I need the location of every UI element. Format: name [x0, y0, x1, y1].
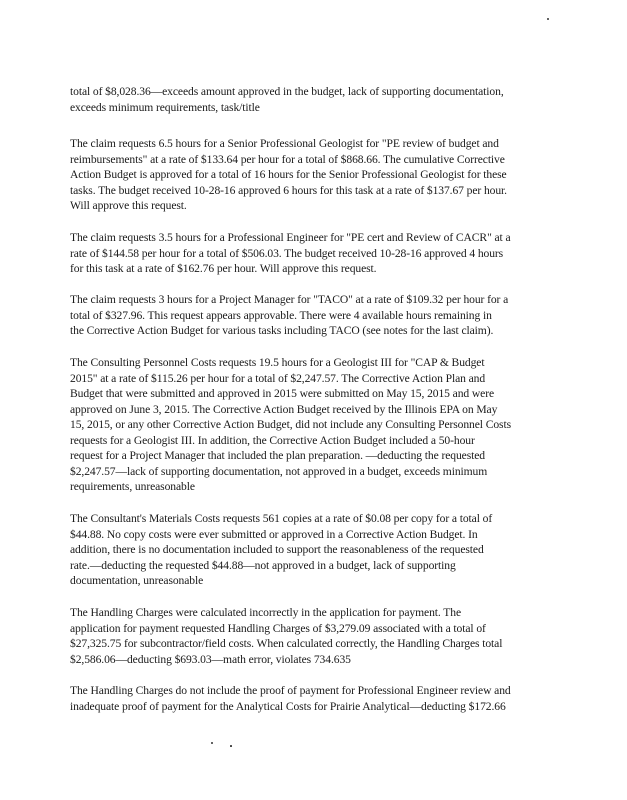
- text-line: $2,247.57—lack of supporting documentation, not approved in a budget, exceeds minimum: [70, 464, 488, 478]
- text-line: inadequate proof of payment for the Analytical Costs for Prairie Analytical—deducting $172.66: [70, 699, 506, 713]
- text-line: The Consulting Personnel Costs requests 19.5 hours for a Geologist III for "CAP & Budget: [70, 356, 485, 369]
- text-line: The Handling Charges do not include the proof of payment for Professional Engineer review and: [70, 684, 511, 697]
- text-line: reimbursements" at a rate of $133.64 per hour for a total of $868.66. The cumulative Corrective: [70, 152, 505, 166]
- text-line: 2015" at a rate of $115.26 per hour for a total of $2,247.57. The Corrective Action Plan and: [70, 371, 486, 385]
- text-line: request for a Project Manager that included the plan preparation. —deducting the requested: [70, 449, 485, 462]
- paragraph-p6: [70, 511, 570, 589]
- text-line: Will approve this request.: [70, 199, 187, 212]
- text-line: for this task at a rate of $162.76 per hour. Will approve this request.: [70, 262, 377, 275]
- paragraph-p7: [70, 605, 570, 667]
- text-line: The claim requests 3.5 hours for a Professional Engineer for "PE cert and Review of CACR" at a: [70, 231, 511, 244]
- paragraph-p1: [70, 84, 570, 115]
- text-line: documentation, unreasonable: [70, 574, 204, 587]
- paragraph-p2: [70, 136, 570, 214]
- text-line: exceeds minimum requirements, task/title: [70, 100, 260, 114]
- text-line: The claim requests 3 hours for a Project Manager for "TACO" at a rate of $109.32 per hour for a: [70, 293, 509, 306]
- paragraph-p8: [70, 683, 570, 714]
- text-line: rate of $144.58 per hour for a total of $506.03. The budget received 10-28-16 approved 4 hours: [70, 246, 504, 260]
- paragraph-p3: [70, 230, 570, 277]
- text-line: the Corrective Action Budget for various tasks including TACO (see notes for the last claim).: [70, 324, 494, 337]
- paragraph-p4: [70, 292, 570, 339]
- text-line: application for payment requested Handling Charges of $3,279.09 associated with a total of: [70, 621, 486, 635]
- scan-speck: [547, 18, 549, 20]
- text-line: addition, there is no documentation included to support the reasonableness of the requested: [70, 543, 484, 556]
- text-line: The claim requests 6.5 hours for a Senior Professional Geologist for "PE review of budget and: [70, 137, 499, 150]
- text-line: $44.88. No copy costs were ever submitted or approved in a Corrective Action Budget. In: [70, 527, 478, 541]
- scan-speck: [211, 742, 213, 744]
- text-line: requirements, unreasonable: [70, 480, 195, 493]
- text-line: rate.—deducting the requested $44.88—not approved in a budget, lack of supporting: [70, 558, 456, 572]
- text-line: $2,586.06—deducting $693.03—math error, violates 734.635: [70, 652, 351, 666]
- text-line: approved on June 3, 2015. The Corrective Action Budget received by the Illinois EPA on May: [70, 402, 498, 416]
- text-line: Budget that were submitted and approved in 2015 were submitted on May 15, 2015 and were: [70, 387, 495, 400]
- text-line: requests for a Geologist III. In addition, the Corrective Action Budget included a 50-hour: [70, 433, 475, 447]
- text-line: $27,325.75 for subcontractor/field costs. When calculated correctly, the Handling Charges total: [70, 637, 503, 650]
- paragraph-p5: [70, 355, 570, 495]
- text-line: Action Budget is approved for a total of 16 hours for the Senior Professional Geologist for these: [70, 168, 507, 181]
- text-line: tasks. The budget received 10-28-16 approved 6 hours for this task at a rate of $137.67 per hour.: [70, 183, 507, 197]
- text-line: total of $327.96. This request appears approvable. There were 4 available hours remaining in: [70, 308, 492, 322]
- text-line: total of $8,028.36—exceeds amount approved in the budget, lack of supporting documentation,: [70, 85, 504, 98]
- text-line: The Consultant's Materials Costs requests 561 copies at a rate of $0.08 per copy for a total of: [70, 512, 493, 525]
- scan-speck: [230, 745, 232, 747]
- text-line: 15, 2015, or any other Corrective Action Budget, did not include any Consulting Personnel Costs: [70, 418, 511, 431]
- text-line: The Handling Charges were calculated incorrectly in the application for payment. The: [70, 606, 462, 619]
